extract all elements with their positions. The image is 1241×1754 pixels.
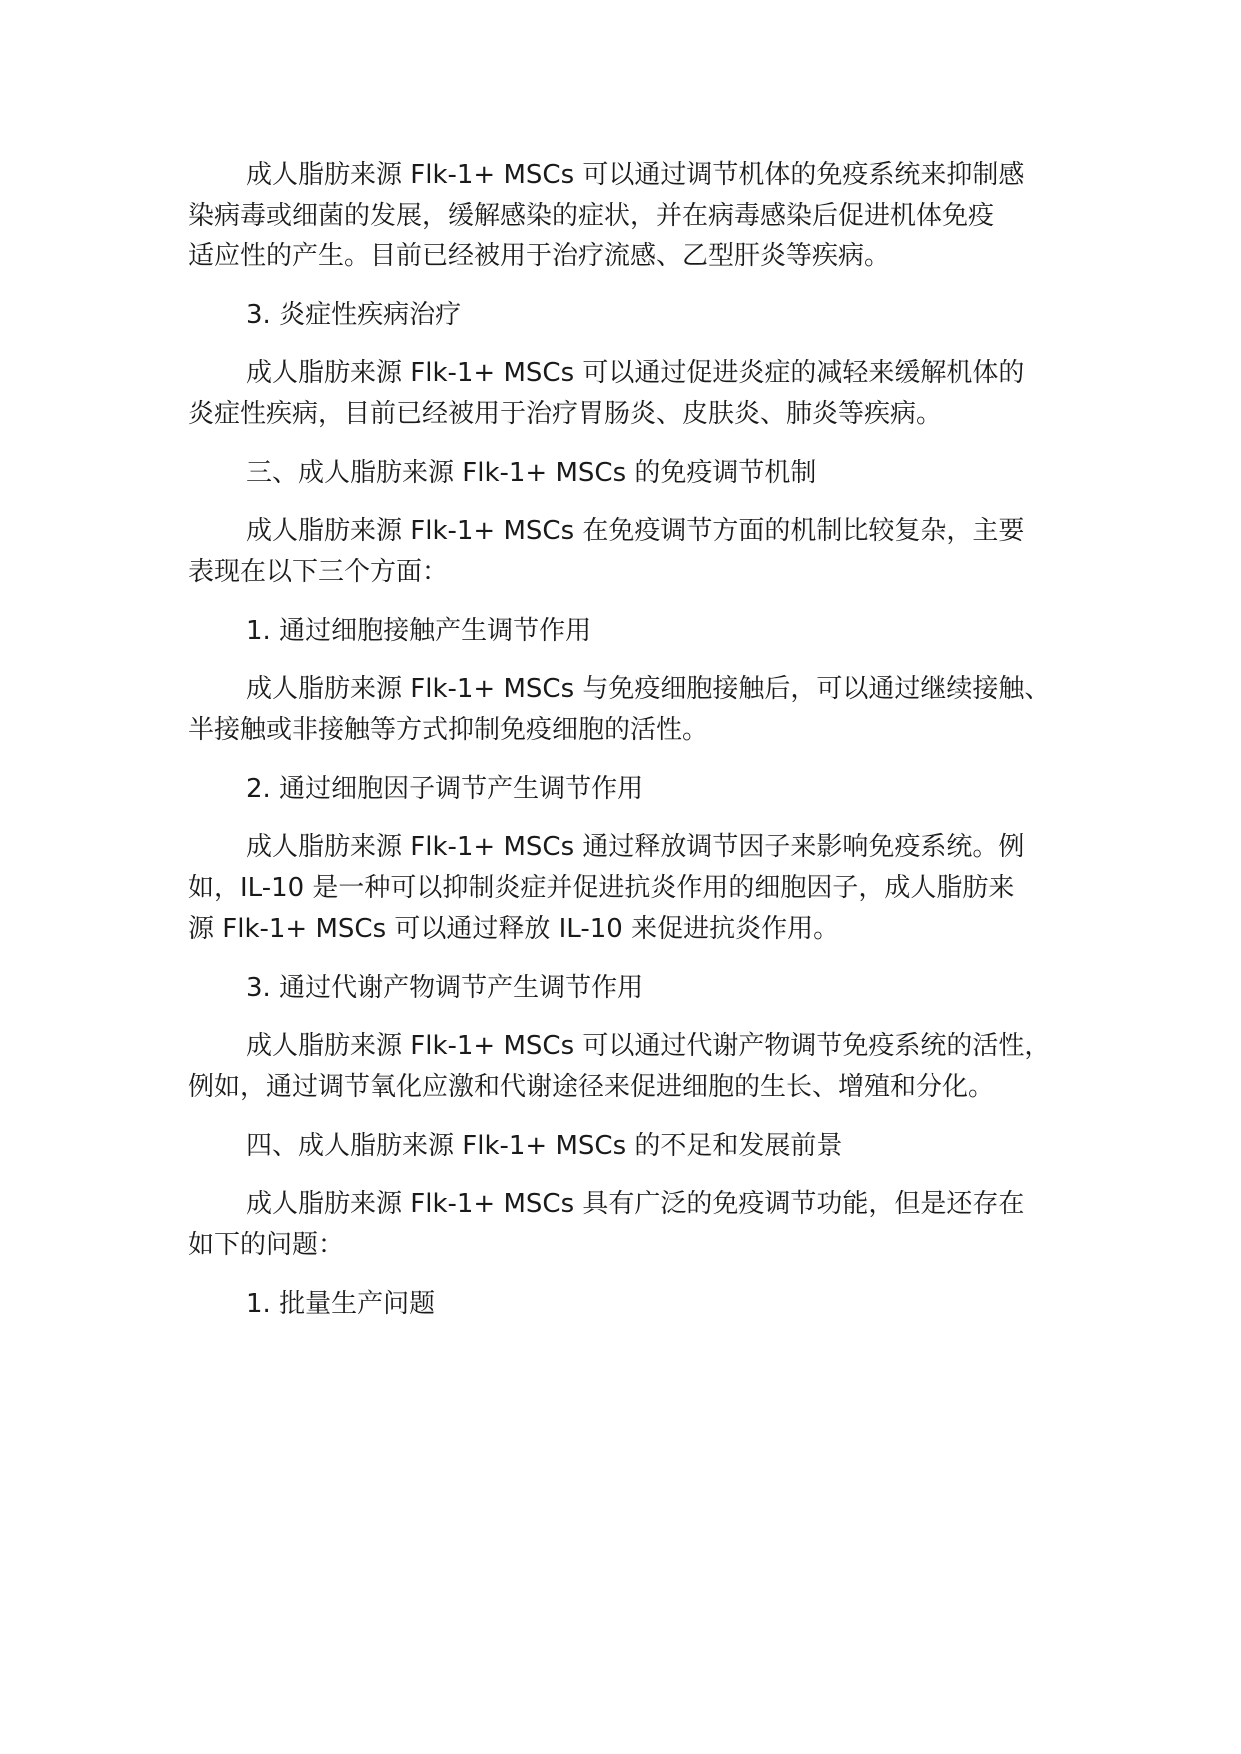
section-heading: 2. 通过细胞因子调节产生调节作用	[246, 774, 644, 804]
section-heading: 3. 炎症性疾病治疗	[246, 300, 462, 330]
paragraph-line: 半接触或非接触等方式抑制免疫细胞的活性。	[188, 715, 709, 745]
paragraph-line: 染病毒或细菌的发展，缓解感染的症状，并在病毒感染后促进机体免疫	[188, 201, 995, 231]
paragraph-line: 成人脂肪来源 Flk-1+ MSCs 具有广泛的免疫调节功能，但是还存在	[246, 1189, 1025, 1219]
section-heading: 1. 批量生产问题	[246, 1289, 436, 1319]
section-heading: 3. 通过代谢产物调节产生调节作用	[246, 973, 644, 1003]
paragraph-line: 成人脂肪来源 Flk-1+ MSCs 通过释放调节因子来影响免疫系统。例	[246, 832, 1025, 862]
paragraph-line: 例如，通过调节氧化应激和代谢途径来促进细胞的生长、增殖和分化。	[188, 1072, 995, 1102]
paragraph-line: 成人脂肪来源 Flk-1+ MSCs 可以通过调节机体的免疫系统来抑制感	[246, 160, 1025, 190]
paragraph-line: 如，IL-10 是一种可以抑制炎症并促进抗炎作用的细胞因子，成人脂肪来	[188, 873, 1015, 903]
section-heading: 四、成人脂肪来源 Flk-1+ MSCs 的不足和发展前景	[246, 1131, 843, 1161]
paragraph-line: 成人脂肪来源 Flk-1+ MSCs 可以通过促进炎症的减轻来缓解机体的	[246, 358, 1025, 388]
section-heading: 1. 通过细胞接触产生调节作用	[246, 616, 592, 646]
paragraph-line: 成人脂肪来源 Flk-1+ MSCs 在免疫调节方面的机制比较复杂，主要	[246, 516, 1025, 546]
section-heading: 三、成人脂肪来源 Flk-1+ MSCs 的免疫调节机制	[246, 458, 817, 488]
paragraph-line: 适应性的产生。目前已经被用于治疗流感、乙型肝炎等疾病。	[188, 241, 891, 271]
paragraph-line: 成人脂肪来源 Flk-1+ MSCs 可以通过代谢产物调节免疫系统的活性，	[246, 1031, 1051, 1061]
paragraph-line: 成人脂肪来源 Flk-1+ MSCs 与免疫细胞接触后，可以通过继续接触、	[246, 674, 1051, 704]
paragraph-line: 表现在以下三个方面：	[188, 557, 449, 587]
paragraph-line: 炎症性疾病，目前已经被用于治疗胃肠炎、皮肤炎、肺炎等疾病。	[188, 399, 943, 429]
paragraph-line: 源 Flk-1+ MSCs 可以通过释放 IL-10 来促进抗炎作用。	[188, 914, 840, 944]
paragraph-line: 如下的问题：	[188, 1230, 345, 1260]
